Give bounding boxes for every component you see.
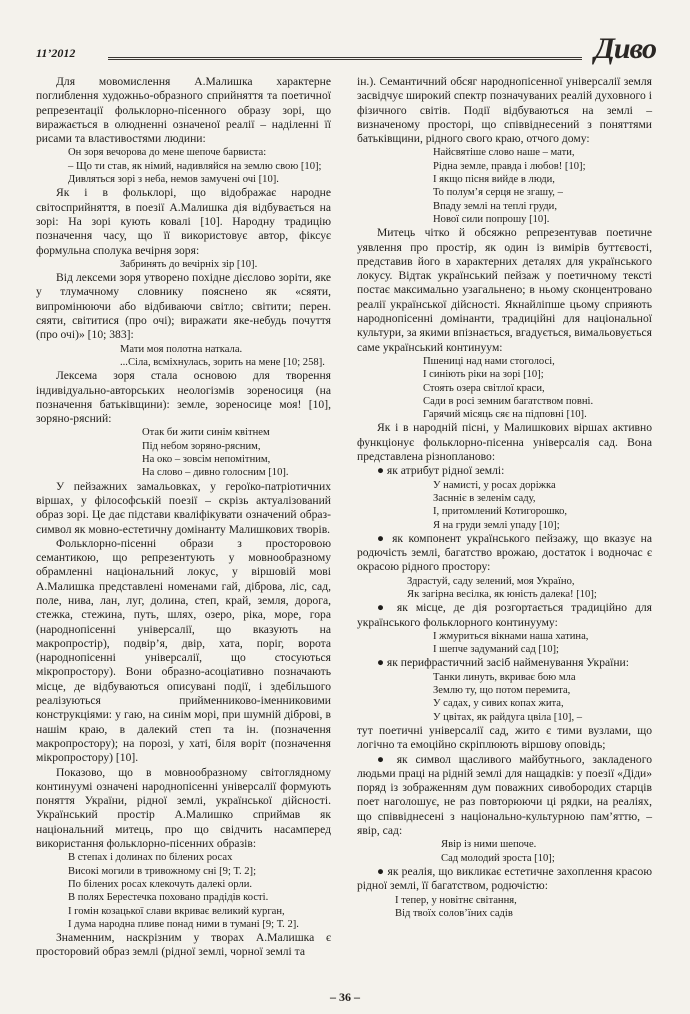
quote-line: Дивляться зорі з неба, немов замучені очі [10]. — [68, 174, 279, 186]
journal-logo: Дивo — [594, 32, 656, 65]
quote-line: І дума народна пливе понад ними в тумані [9; Т. 2]. — [68, 918, 299, 930]
paragraph: Митець чітко й обсяжно репрезентував поетичне уявлення про простір, як один із вимірів буттєвості, представив його в характерних деталях для українського локусу. Відтак український пейзаж у поетичному тексті постає максимально узагальнено; в ньому сконцентровано реалії української дійсності. Якнайліпше цьому сприяють народнопісенні домінанти, традиційні для національної культури, за якими впізнається, вгадується, вимальовується саме український континуум: — [357, 226, 652, 354]
quote-line: – Що ти став, як німий, надивляйся на землю свою [10]; — [68, 160, 322, 172]
quote-line: Впаду землі на теплі груди, — [433, 200, 557, 212]
quote-line: Отак би жити синім квітнем — [142, 427, 270, 439]
quote-line: І жмуриться вікнами наша хатина, — [433, 630, 589, 642]
quote-line: ...Сіла, всміхнулась, зорить на мене [10; 258]. — [120, 356, 325, 368]
paragraph: У пейзажних замальовках, у героїко-патріотичних віршах, у філософській поезії – скрізь актуалізований образ зорі. Це дає підстави кваліфікувати означений образ-символ як мовно-естетичну домінанту Малишкових творів. — [36, 479, 331, 536]
quote-line: Заснніє в зеленім саду, — [433, 492, 536, 504]
quote-line: Під небом зоряно-рясним, — [142, 440, 261, 452]
quote-line: Землю ту, що потом перемита, — [433, 685, 571, 697]
quote-line: У цвітах, як райдуга цвіла [10], – — [433, 711, 583, 723]
quote-line: По білених росах клекочуть далекі орли. — [68, 878, 253, 890]
issue-number: 11’2012 — [36, 46, 76, 60]
quote-line: Он зоря вечорова до мене шепоче барвиста: — [68, 147, 267, 159]
paragraph: ін.). Семантичний обсяг народнопісенної універсалії земля засвідчує широкий спектр позначуваних реалій духовного і фізичного світів. Події відбуваються на землі – визначеному просторі, що співвіднесений з поняттями батьківщини, рідного свого краю, отчого дому: — [357, 75, 652, 146]
paragraph: Фольклорно-пісенні образи з просторовою семантикою, що репрезентують у мовнообразному обрамленні національний локус, у віршовій мові А.Малишка представлені номенами гай, діброва, ліс, сад, поле, нива, лан, луг, долина, степ, край, земля, дорога, стежка, стежина, путь, шлях, озеро, ріка, море, гора (народнопісенні універсалії, що вказують на макропростір), подвір’я, двір, хата, поріг, ворота (народнопісенні універсалії, що стосуються мікропростору). Вони образно-асоціативно позначають місце, де відбуваються описувані події, і здебільшого реалізуються прийменниково-іменниковими конструкціями: у гаю, на синім морі, при шумній діброві, в нашім краю, в далекий степ та ін. (позначення макропростору); на порозі, у хаті, біля воріт (позначення мікропростору) [10]. — [36, 536, 331, 765]
quote-line: Нової сили попрошу [10]. — [433, 213, 550, 225]
paragraph: тут поетичні універсалії сад, жито є тими вузлами, що логічно та емоційно скріплюють віршову оповідь; — [357, 723, 652, 752]
quote-line: Гарячий місяць сяє на підповні [10]. — [423, 409, 587, 421]
right-column — [357, 75, 652, 920]
quote-line: Високі могили в тривожному сні [9; Т. 2]; — [68, 865, 257, 877]
bullet-item: ● як символ щасливого майбутнього, закладеного людьми праці на рідній землі для нащадків: у поезії «Діди» поряд із зображенням дум поважних сивобородих старців поет наголошує, не раз повторюючи ці рядки, на реаліях, що співвіднесені з національно-культурною пам’яттю, – явір, сад: — [357, 752, 652, 838]
bullet-item: ● як місце, де дія розгортається традиційно для українського фольклорного континууму: — [357, 601, 652, 629]
paragraph: Для мовомислення А.Малишка характерне поглиблення художньо-образного сприйняття та поетичної репрезентації фольклорно-пісенного образу зорі, що виражається в олюдненні означеної реалії – наділенні її рисами та властивостями людини: — [36, 75, 331, 146]
paragraph: Показово, що в мовнообразному світоглядному континуумі означені народнопісенні універсалії формують поняття України, рідної землі, української дійсності. Український простір А.Малишко сприймав як національний митець, про що свідчить насамперед використання фольклорно-пісенних образів: — [36, 765, 331, 851]
quote-line: На слово – дивно голосним [10]. — [142, 467, 289, 479]
page-header — [36, 32, 656, 70]
quote-line: Пшениці над нами стоголосі, — [423, 355, 555, 367]
quote-line: І тепер, у новітнє світання, — [395, 894, 517, 906]
header-rule — [108, 57, 582, 60]
quote-line: На око – зовсім непомітним, — [142, 454, 271, 466]
bullet-item: ● як реалія, що викликає естетичне захоплення красою рідної землі, її багатством, родючістю: — [357, 864, 652, 893]
paragraph: Як і в народній пісні, у Малишкових віршах активно функціонує фольклорно-пісенна універсалія сад. Вона представлена різнопланово: — [357, 421, 652, 464]
quote-line: Від твоїх солов’їних садів — [395, 907, 513, 919]
paragraph: Лексема зоря стала основою для творення індивідуально-авторських неологізмів зореносиця (на позначення батьківщини): земле, зореносице моя! [10], зоряно-рясний: — [36, 369, 331, 426]
quote-line: Як загірна весілка, як юність далека! [10]; — [407, 588, 597, 600]
quote-line: Я на груди землі упаду [10]; — [433, 519, 560, 531]
quote-line: І шепче задуманий сад [10]; — [433, 644, 559, 656]
bullet-item: ● як компонент українського пейзажу, що вказує на родючість землі, багатство врожаю, достаток і водночас є окрасою рідного простору: — [357, 531, 652, 574]
quote-line: Сади в росі земним багатством повні. — [423, 395, 594, 407]
quote-line: Мати моя полотна наткала. — [120, 343, 243, 355]
quote-line: Танки линуть, вкриває бою мла — [433, 671, 576, 683]
quote-line: І, притомлений Котигорошко, — [433, 506, 568, 518]
quote-line: І якщо пісня вийде в люди, — [433, 174, 555, 186]
quote-line: У намисті, у росах доріжка — [433, 479, 556, 491]
quote-line: Явір із ними шепоче. — [441, 839, 537, 851]
paragraph: Від лексеми зоря утворено похідне дієслово зоріти, яке у тлумачному словнику пояснено як «сяяти, випромінюючи або відбиваючи світло; світити; перен. сяяти, світитися (про очі); виражати яке-небудь почуття (про очі)» [10; 383]: — [36, 271, 331, 342]
quote-line: В полях Берестечка поховано прадідів кості. — [68, 892, 269, 904]
quote-line: І гомін козацької слави вкриває великий курган, — [68, 905, 285, 917]
quote-line: І синіють ріки на зорі [10]; — [423, 369, 544, 381]
quote-line: Стоять озера світлої краси, — [423, 382, 545, 394]
bullet-item: ● як перифрастичний засіб найменування України: — [377, 656, 629, 670]
paragraph: Знаменним, наскрізним у творах А.Малишка є просторовий образ землі (рідної землі, чорної землі та — [36, 931, 331, 959]
quote-line: Рідна земле, правда і любов! [10]; — [433, 160, 586, 172]
quote-line: То полум’я серця не згашу, – — [433, 187, 563, 199]
bullet-item: ● як атрибут рідної землі: — [377, 464, 505, 478]
quote-line: Здрастуй, саду зелений, моя Україно, — [407, 575, 575, 587]
page-number: – 36 – — [330, 990, 360, 1004]
quote-line: Сад молодий зроста [10]; — [441, 852, 555, 864]
quote-line: Забринять до вечірніх зір [10]. — [120, 258, 258, 270]
left-column — [36, 75, 331, 960]
quote-line: В степах і долинах по білених росах — [68, 852, 233, 864]
quote-line: Найсвятіше слово наше – мати, — [433, 147, 575, 159]
paragraph: Як і в фольклорі, що відображає народне світосприйняття, в поезії А.Малишка дія відбувається на зорі: На зорі кують ковалі [10]. Народну традицію позначення часу, що її використовує автор, фіксує формульна сполука вечірня зоря: — [36, 186, 331, 257]
quote-line: У садах, у сивих копах жита, — [433, 698, 564, 710]
